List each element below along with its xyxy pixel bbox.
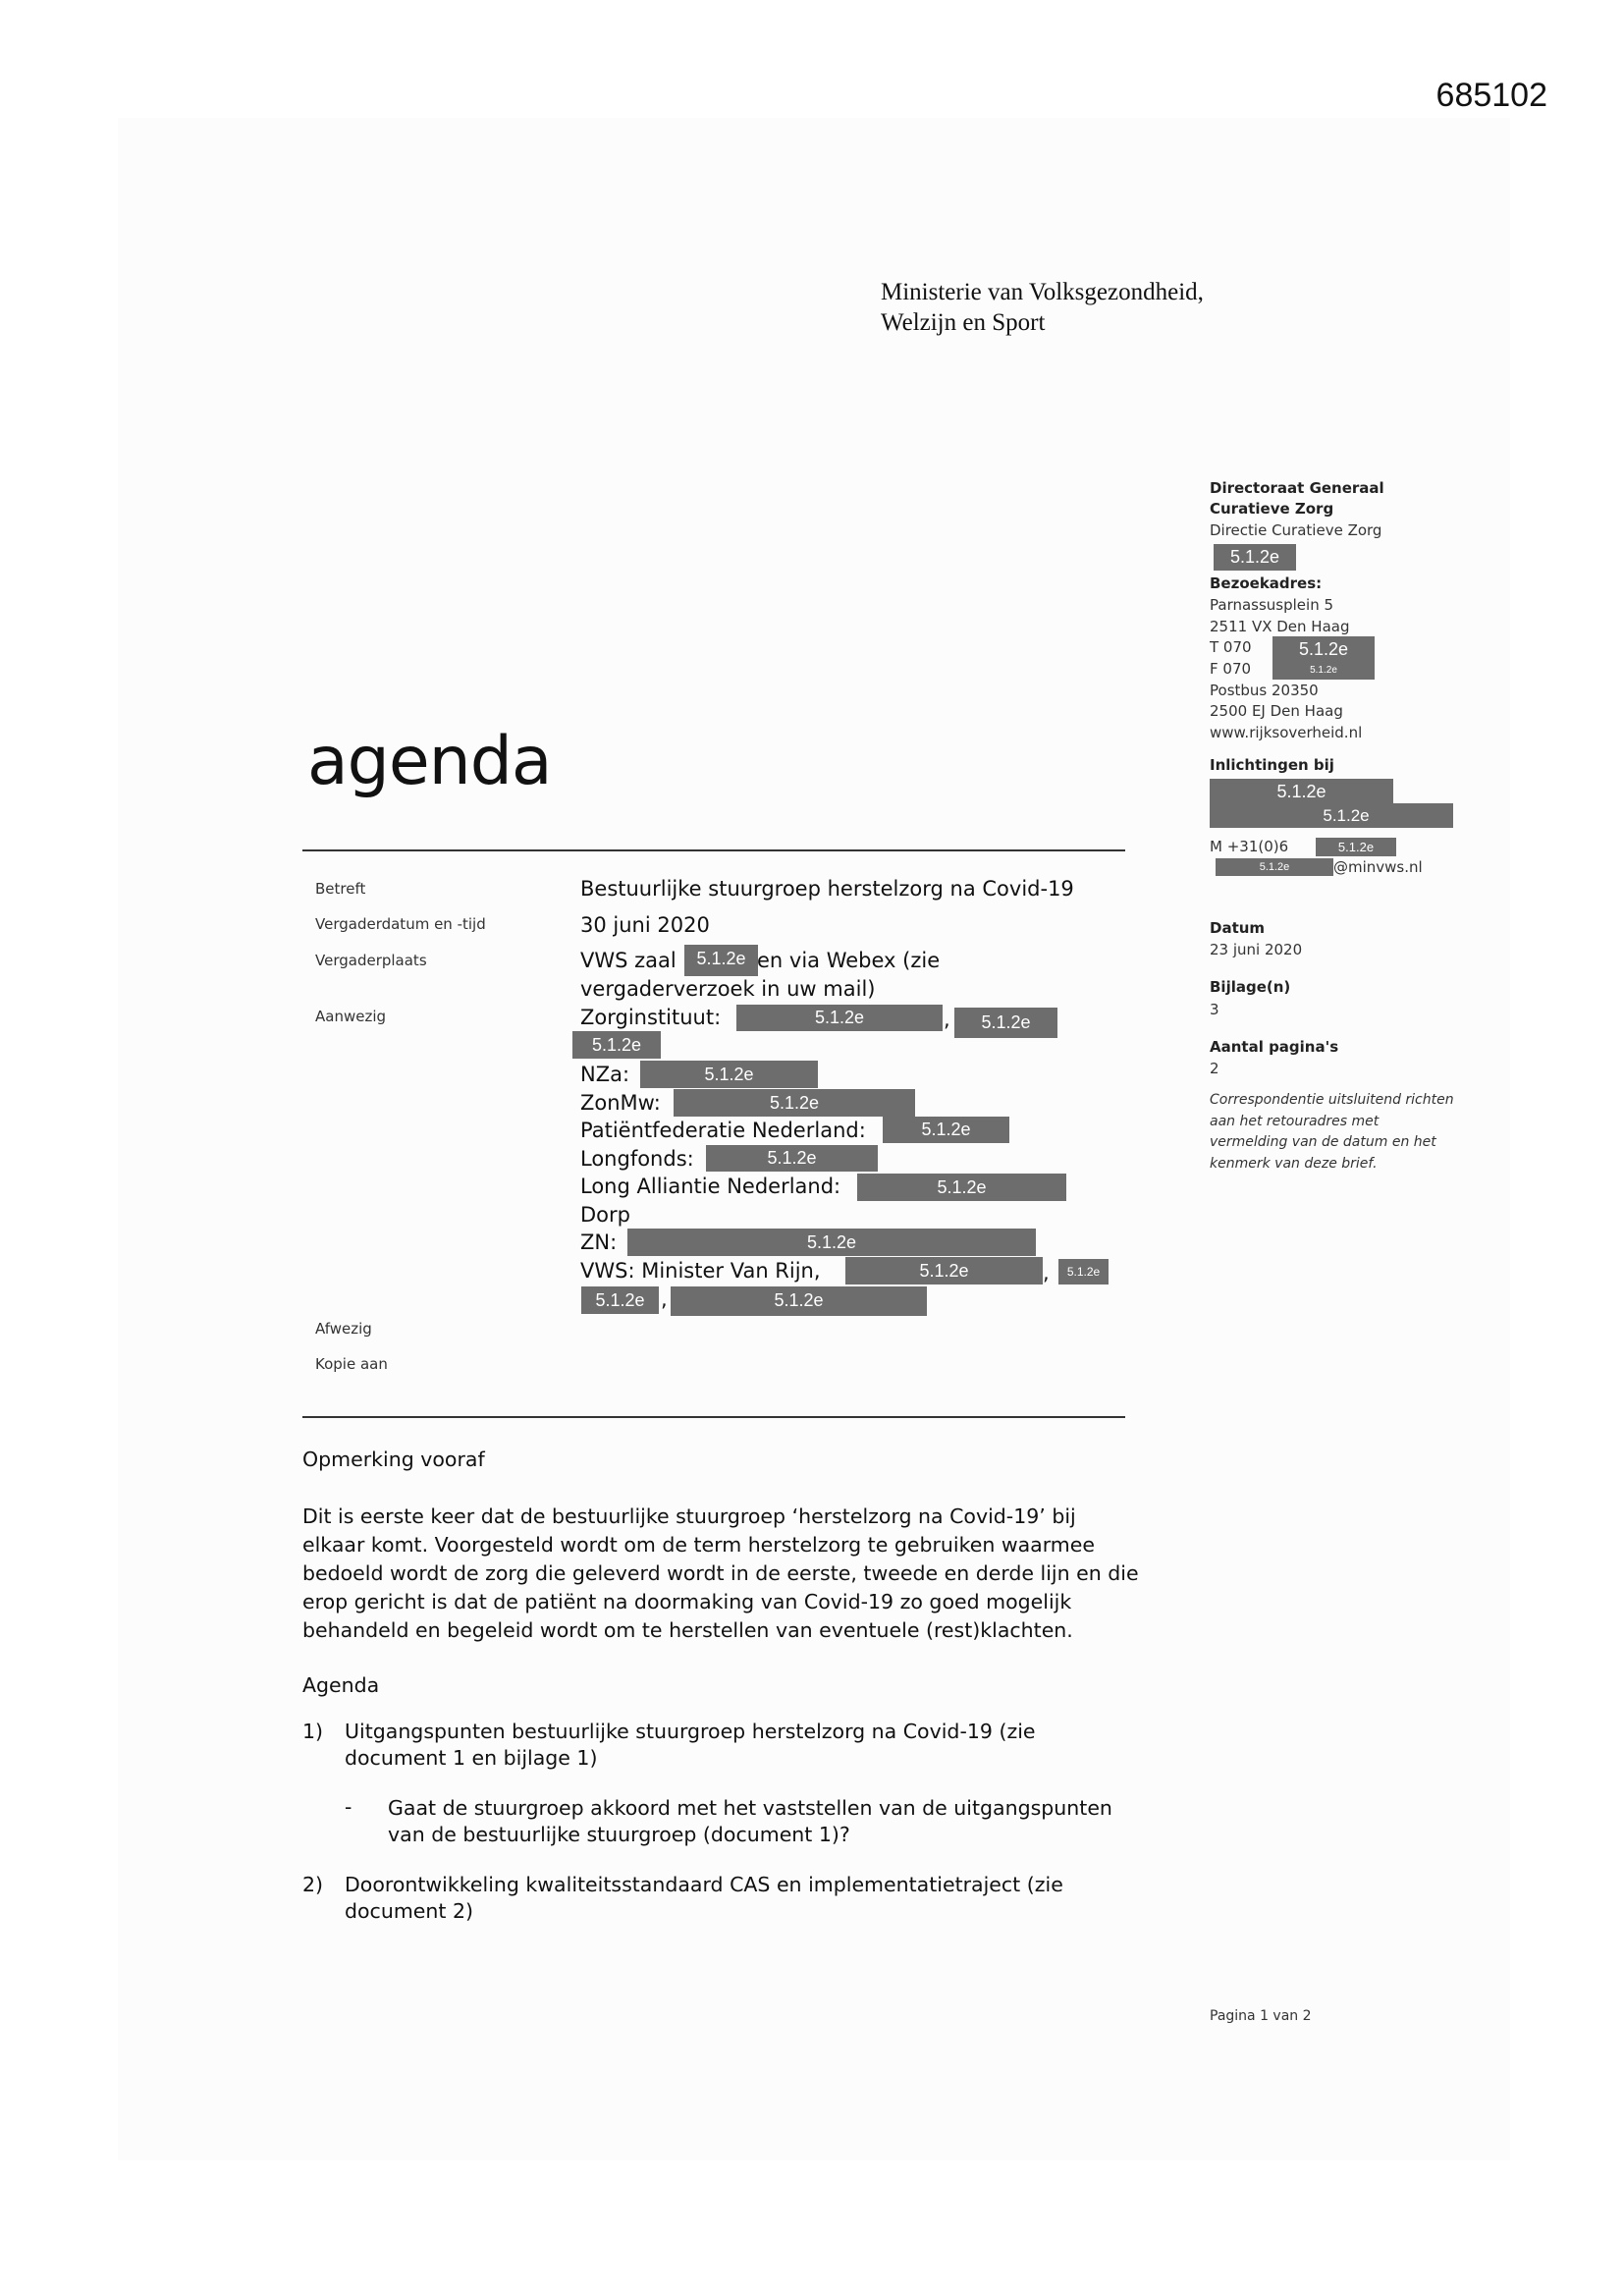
- agenda-item: [345, 1719, 1189, 1772]
- ministry-line-1: Ministerie van Volksgezondheid,: [881, 279, 1204, 305]
- sidebar-pobox: Postbus 20350: [1210, 682, 1319, 699]
- sidebar-street: Parnassusplein 5: [1210, 596, 1334, 614]
- remark-line: behandeld en begeleid wordt om te herstellen van eventuele (rest)klachten.: [302, 1618, 1073, 1642]
- attendee-longfonds: Longfonds:: [580, 1147, 694, 1171]
- sidebar-attach-value: 3: [1210, 1001, 1219, 1018]
- redaction: 5.1.2e: [954, 1008, 1057, 1038]
- sidebar-attach-label: Bijlage(n): [1210, 978, 1291, 996]
- attendee-zorginstituut: Zorginstituut:: [580, 1006, 722, 1029]
- attendee-zn: ZN:: [580, 1230, 618, 1254]
- attendee-vws: VWS: Minister Van Rijn,: [580, 1259, 821, 1283]
- label-absent: Afwezig: [315, 1320, 372, 1338]
- comma: ,: [1043, 1261, 1050, 1285]
- attendee-nza: NZa:: [580, 1063, 630, 1086]
- sidebar-email: @minvws.nl: [1333, 858, 1423, 876]
- redaction: 5.1.2e: [671, 1286, 927, 1316]
- agenda-item-number: 2): [302, 1873, 324, 1896]
- redaction: 5.1.2e: [1216, 858, 1333, 876]
- redaction: 5.1.2e: [1210, 803, 1453, 828]
- label-place: Vergaderplaats: [315, 952, 427, 969]
- document-title: agenda: [307, 723, 552, 800]
- sidebar-pobox-city: 2500 EJ Den Haag: [1210, 702, 1343, 720]
- agenda-item-line: document 1 en bijlage 1): [345, 1746, 598, 1770]
- remark-paragraph: [302, 1503, 1139, 1645]
- agenda-subitem-line: Gaat de stuurgroep akkoord met het vaststellen van de uitgangspunten: [388, 1796, 1112, 1820]
- redaction: 5.1.2e: [1210, 779, 1393, 804]
- redaction: 5.1.2e: [640, 1061, 818, 1088]
- subject-value: Bestuurlijke stuurgroep herstelzorg na Covid-19: [580, 877, 1074, 901]
- redaction: 5.1.2e: [684, 945, 758, 976]
- redaction: 5.1.2e: [1272, 636, 1375, 663]
- sidebar-phone: T 070: [1210, 638, 1252, 656]
- page-footer: Pagina 1 van 2: [1210, 2008, 1312, 2024]
- place-value-c: vergaderverzoek in uw mail): [580, 977, 876, 1001]
- agenda-subitem: [388, 1795, 1193, 1848]
- divider: [302, 1416, 1125, 1418]
- attendee-zonmw: ZonMw:: [580, 1091, 661, 1115]
- redaction: 5.1.2e: [572, 1031, 661, 1059]
- sidebar-pages-value: 2: [1210, 1060, 1219, 1077]
- redaction: 5.1.2e: [1058, 1259, 1109, 1285]
- remark-line: elkaar komt. Voorgesteld wordt om de term herstelzorg te gebruiken waarmee: [302, 1533, 1095, 1557]
- sidebar-date-label: Datum: [1210, 919, 1266, 937]
- sidebar-website: www.rijksoverheid.nl: [1210, 724, 1363, 741]
- sidebar-org-1: Directoraat Generaal: [1210, 479, 1384, 497]
- sidebar-note: Correspondentie uitsluitend richten aan het retouradres met vermelding van de datum en het kenmerk van deze brief.: [1210, 1092, 1454, 1172]
- label-datetime: Vergaderdatum en -tijd: [315, 915, 486, 933]
- sidebar-date-value: 23 juni 2020: [1210, 941, 1303, 958]
- place-value-b: en via Webex (zie: [757, 949, 941, 972]
- agenda-item-number: 1): [302, 1720, 324, 1743]
- redaction: 5.1.2e: [581, 1286, 659, 1314]
- redaction: 5.1.2e: [883, 1117, 1009, 1143]
- sidebar-city: 2511 VX Den Haag: [1210, 618, 1350, 635]
- agenda-item-line: Doorontwikkeling kwaliteitsstandaard CAS en implementatietraject (zie: [345, 1873, 1063, 1896]
- label-present: Aanwezig: [315, 1008, 387, 1025]
- redaction: 5.1.2e: [674, 1089, 915, 1117]
- comma: ,: [944, 1008, 950, 1031]
- ministry-line-2: Welzijn en Sport: [881, 309, 1046, 336]
- sidebar-mobile: M +31(0)6: [1210, 838, 1289, 855]
- place-value-a: VWS zaal: [580, 949, 677, 972]
- redaction: 5.1.2e: [857, 1174, 1066, 1201]
- agenda-item-line: Uitgangspunten bestuurlijke stuurgroep herstelzorg na Covid-19 (zie: [345, 1720, 1036, 1743]
- datetime-value: 30 juni 2020: [580, 913, 710, 937]
- redaction: 5.1.2e: [736, 1005, 943, 1031]
- attendee-patientfederatie: Patiëntfederatie Nederland:: [580, 1119, 866, 1142]
- remark-line: bedoeld wordt de zorg die geleverd wordt in de eerste, tweede en derde lijn en die: [302, 1561, 1139, 1585]
- sidebar-fax: F 070: [1210, 660, 1252, 678]
- attendee-longalliantie: Long Alliantie Nederland:: [580, 1175, 841, 1198]
- agenda-item: [345, 1872, 1189, 1925]
- remark-line: erop gericht is dat de patiënt na doormaking van Covid-19 zo goed mogelijk: [302, 1590, 1072, 1613]
- comma: ,: [661, 1287, 668, 1311]
- ministry-logo-text: [881, 277, 1204, 338]
- attendee-dorp: Dorp: [580, 1203, 630, 1227]
- sidebar-org-2: Curatieve Zorg: [1210, 500, 1334, 518]
- label-subject: Betreft: [315, 880, 366, 898]
- redaction: 5.1.2e: [1214, 544, 1296, 571]
- sidebar-visit-heading: Bezoekadres:: [1210, 574, 1323, 592]
- redaction: 5.1.2e: [1272, 662, 1375, 680]
- document-id: 685102: [1435, 77, 1547, 114]
- subitem-dash: -: [345, 1795, 352, 1819]
- sidebar-org-3: Directie Curatieve Zorg: [1210, 521, 1382, 539]
- redaction: 5.1.2e: [845, 1257, 1043, 1285]
- redaction: 5.1.2e: [1316, 838, 1396, 856]
- remark-heading: Opmerking vooraf: [302, 1448, 485, 1471]
- sidebar-info-heading: Inlichtingen bij: [1210, 756, 1334, 774]
- agenda-item-line: document 2): [345, 1899, 473, 1923]
- divider: [302, 849, 1125, 851]
- label-copy: Kopie aan: [315, 1355, 388, 1373]
- agenda-heading: Agenda: [302, 1673, 380, 1697]
- sidebar-pages-label: Aantal pagina's: [1210, 1038, 1339, 1056]
- agenda-subitem-line: van de bestuurlijke stuurgroep (document 1)?: [388, 1823, 850, 1846]
- remark-line: Dit is eerste keer dat de bestuurlijke stuurgroep ‘herstelzorg na Covid-19’ bij: [302, 1504, 1076, 1528]
- redaction: 5.1.2e: [706, 1145, 878, 1172]
- redaction: 5.1.2e: [627, 1229, 1036, 1256]
